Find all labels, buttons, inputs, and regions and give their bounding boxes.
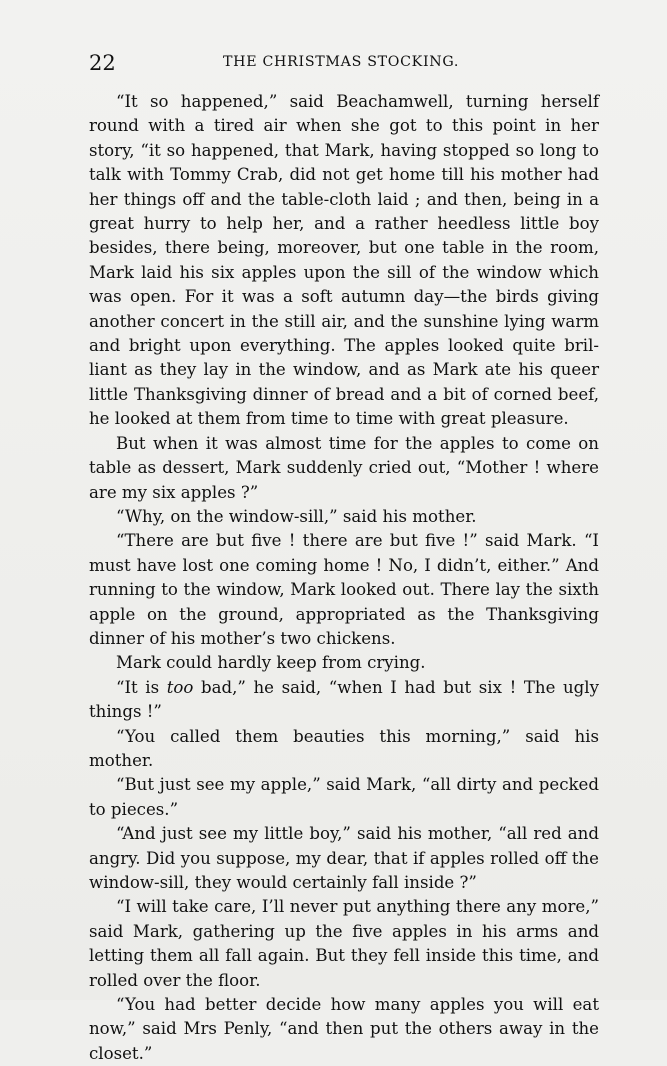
paragraph-text: bad,” he said, “when I had but six ! The ugly things !” (89, 677, 599, 722)
paragraph: “And just see my little boy,” said his mother, “all red and angry. Did you suppose, my dear, that if apples rolled off the window-sill, they would certainly fall inside ?” (89, 824, 599, 892)
body-text (89, 90, 599, 1066)
paragraph: “Why, on the window-sill,” said his mother. (116, 506, 477, 526)
paragraph: But when it was almost time for the apples to come on table as dessert, Mark suddenly cried out, “Mother ! where are my six apples ?” (89, 433, 599, 502)
paragraph: “I will take care, I’ll never put anything there any more,” said Mark, gathering up the five apples in his arms and letting them all fall again. But they fell inside this time, and rolled over the floor. (89, 897, 599, 990)
paragraph: “You called them beauties this morning,” said his mother. (89, 726, 599, 770)
paragraph-text: “It is (116, 677, 167, 697)
paragraph (89, 676, 599, 725)
paragraph: “There are but five ! there are but five !” said Mark. “I must have lost one coming home ! No, I didn’t, either.” And running to the window, Mark looked out. There lay the sixth apple on the ground, appropriated as the Thanksgiving dinner of his mother’s two chickens. (89, 531, 599, 648)
page-header (89, 50, 599, 76)
page-number: 22 (89, 51, 116, 75)
emphasized-word: too (166, 677, 194, 697)
paragraph: “But just see my apple,” said Mark, “all dirty and pecked to pieces.” (89, 775, 599, 819)
paragraph: Mark could hardly keep from crying. (116, 653, 426, 673)
paragraph: “It so happened,” said Beachamwell, turning herself round with a tired air when she got to this point in her story, “it so happened, that Mark, having stopped so long to talk with Tommy Crab, did not get home till his mother had her things off and the table-cloth laid ; and then, being in a great hurry to help her, and a rather heedless little boy besides, there being, moreover, but one table in the room, Mark laid his six apples upon the sill of the window which was open. For it was a soft autumn day—the birds giving another concert in the still air, and the sunshine lying warm and bright upon everything. The apples looked quite brilliant as they lay in the window, and as Mark ate his queer little Thanksgiving dinner of bread and a bit of corned beef, he looked at them from time to time with great pleasure. (89, 92, 599, 429)
running-title: THE CHRISTMAS STOCKING. (223, 54, 460, 70)
paragraph: “You had better decide how many apples you will eat now,” said Mrs Penly, “and then put the others away in the closet.” (89, 995, 599, 1063)
